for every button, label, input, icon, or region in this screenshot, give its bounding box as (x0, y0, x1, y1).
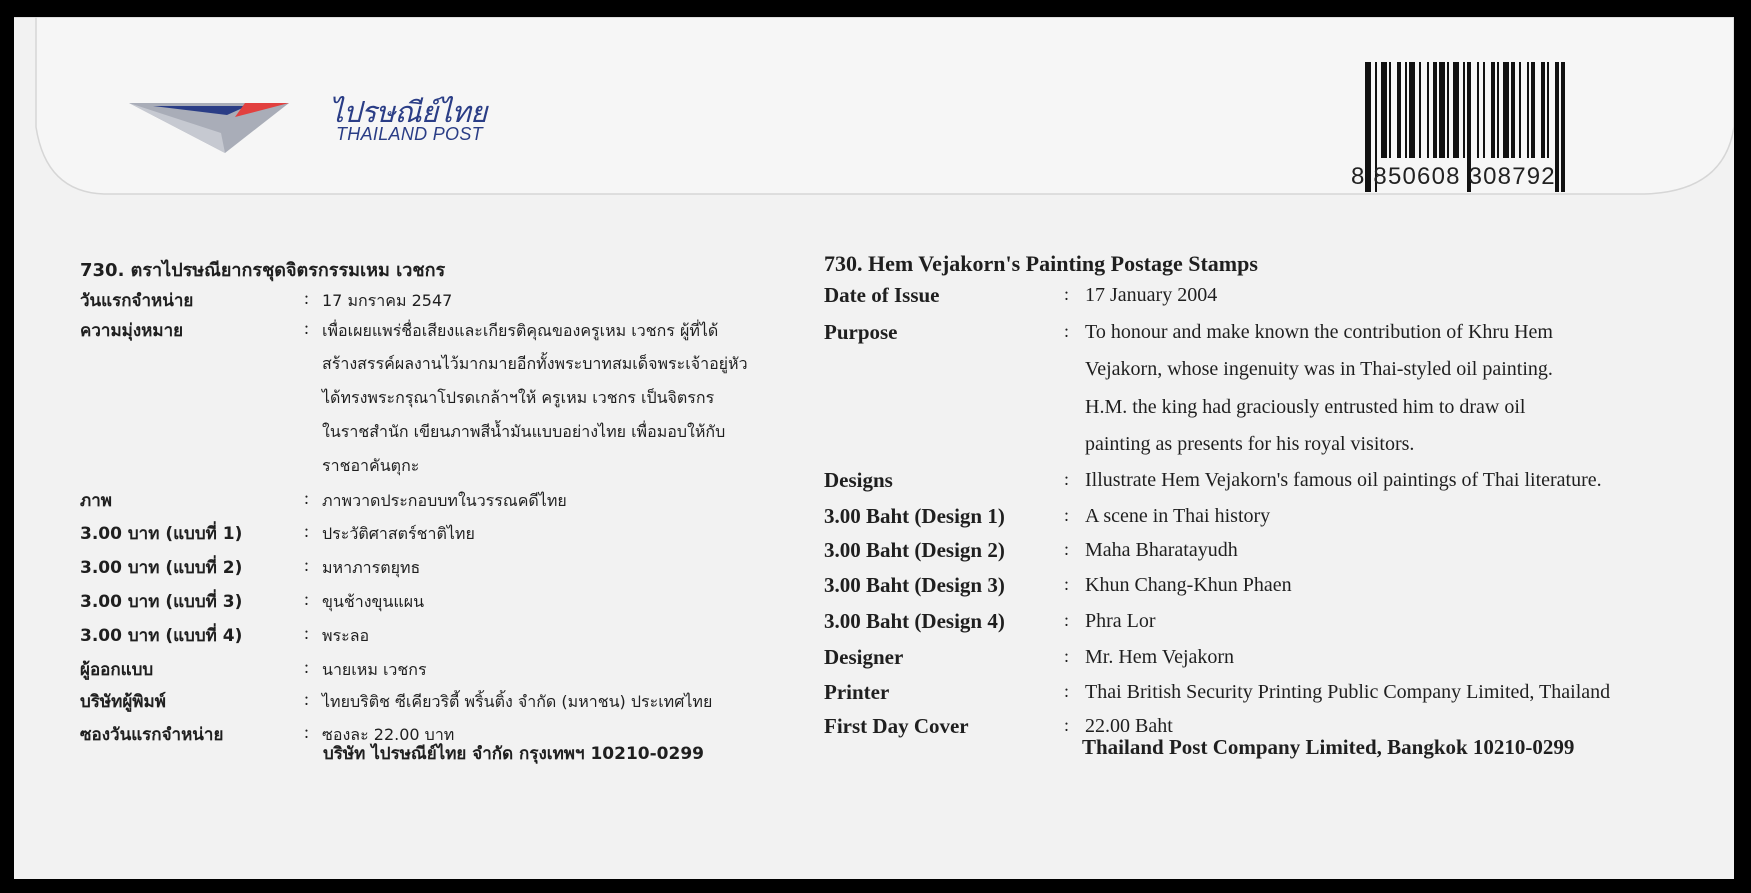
barcode-bar (1447, 62, 1449, 158)
english-row-value: To honour and make known the contribution of Khru Hem (1085, 321, 1553, 343)
logo-english-text: THAILAND POST (336, 124, 483, 144)
barcode-bar (1381, 62, 1387, 158)
english-title: 730. Hem Vejakorn's Painting Postage Stamps (824, 251, 1258, 276)
english-row-label: 3.00 Baht (Design 4) (824, 609, 1005, 633)
colon: : (1064, 321, 1070, 341)
colon: : (304, 488, 310, 508)
barcode-bar (1531, 62, 1535, 158)
colon: : (1064, 715, 1070, 735)
english-row-value: painting as presents for his royal visitors. (1085, 433, 1415, 455)
english-row-value: Maha Bharatayudh (1085, 539, 1238, 561)
english-row-value: Vejakorn, whose ingenuity was in Thai-styled oil painting. (1085, 358, 1553, 380)
colon: : (1064, 646, 1070, 666)
english-row-value: 22.00 Baht (1085, 715, 1173, 737)
thai-row-value: ภาพวาดประกอบบทในวรรณคดีไทย (322, 491, 567, 510)
thai-row-value: นายเหม เวชกร (322, 660, 427, 679)
thai-row-label: 3.00 บาท (แบบที่ 1) (80, 524, 243, 544)
english-row-label: Designs (824, 468, 893, 492)
colon: : (1064, 505, 1070, 525)
barcode-bar (1561, 62, 1565, 192)
english-footer-address: Thailand Post Company Limited, Bangkok 10210-0299 (1082, 735, 1575, 759)
barcode-bar (1511, 62, 1515, 158)
thai-row-value: เพื่อเผยแพร่ชื่อเสียงและเกียรติคุณของครูเหม เวชกร ผู้ที่ได้ (322, 321, 719, 340)
barcode-bar (1439, 62, 1445, 158)
thai-row-label: ผู้ออกแบบ (80, 660, 154, 680)
thai-row-value: ซองละ 22.00 บาท (322, 725, 455, 744)
colon: : (1064, 284, 1070, 304)
thailand-post-wing-icon (129, 99, 299, 159)
english-row-value: Khun Chang-Khun Phaen (1085, 574, 1292, 596)
english-row-value: Thai British Security Printing Public Company Limited, Thailand (1085, 681, 1611, 703)
thailand-post-logo (129, 91, 509, 161)
english-row-value: H.M. the king had graciously entrusted him to draw oil (1085, 396, 1526, 418)
thai-footer-address: บริษัท ไปรษณีย์ไทย จำกัด กรุงเทพฯ 10210-0299 (323, 744, 704, 764)
english-row-value: Mr. Hem Vejakorn (1085, 646, 1235, 668)
english-row-label: 3.00 Baht (Design 1) (824, 504, 1005, 528)
thai-row-label: 3.00 บาท (แบบที่ 3) (80, 592, 243, 612)
english-row-label: Designer (824, 645, 904, 669)
english-row-value: Illustrate Hem Vejakorn's famous oil paintings of Thai literature. (1085, 469, 1602, 491)
barcode-bar (1491, 62, 1495, 158)
barcode-bar (1497, 62, 1499, 158)
barcode-digits: 8 850608 308792 (1351, 163, 1556, 190)
colon: : (304, 722, 310, 742)
english-row-value: Phra Lor (1085, 610, 1156, 632)
colon: : (304, 555, 310, 575)
barcode-bar (1409, 62, 1415, 158)
barcode-bar (1453, 62, 1459, 158)
colon: : (304, 521, 310, 541)
english-row-label: Printer (824, 680, 890, 704)
thai-row-label: 3.00 บาท (แบบที่ 4) (80, 626, 243, 646)
thai-row-label: บริษัทผู้พิมพ์ (80, 692, 166, 712)
colon: : (1064, 469, 1070, 489)
barcode-bar (1419, 62, 1421, 158)
barcode-bar (1433, 62, 1437, 158)
english-row-label: 3.00 Baht (Design 2) (824, 538, 1005, 562)
colon: : (1064, 681, 1070, 701)
thai-row-value: พระลอ (322, 626, 370, 645)
logo-thai-text: ไปรษณีย์ไทย (329, 95, 487, 129)
thai-row-value: ได้ทรงพระกรุณาโปรดเกล้าฯให้ ครูเหม เวชกร เป็นจิตรกร (322, 388, 715, 407)
colon: : (1064, 539, 1070, 559)
barcode-bar (1541, 62, 1545, 158)
barcode-bar (1389, 62, 1391, 158)
colon: : (304, 689, 310, 709)
thai-row-label: ซองวันแรกจำหน่าย (80, 725, 224, 745)
colon: : (304, 318, 310, 338)
thai-row-label: 3.00 บาท (แบบที่ 2) (80, 558, 243, 578)
thai-title: 730. ตราไปรษณียากรชุดจิตรกรรมเหม เวชกร (80, 260, 446, 281)
colon: : (1064, 610, 1070, 630)
thai-row-label: ภาพ (80, 491, 112, 511)
colon: : (304, 288, 310, 308)
barcode-bar (1483, 62, 1485, 158)
english-row-label: Date of Issue (824, 283, 940, 307)
thai-row-value: ไทยบริติช ซีเคียวริตี้ พริ้นติ้ง จำกัด (มหาชน) ประเทศไทย (322, 692, 713, 711)
english-row-label: First Day Cover (824, 714, 969, 738)
barcode-bar (1463, 62, 1465, 158)
barcode-bar (1477, 62, 1479, 158)
barcode-bar (1519, 62, 1521, 158)
thai-row-label: วันแรกจำหน่าย (80, 291, 194, 311)
thai-row-value: 17 มกราคม 2547 (322, 291, 453, 310)
thai-row-value: ราชอาคันตุกะ (322, 456, 420, 475)
barcode-bar (1427, 62, 1429, 158)
english-row-value: A scene in Thai history (1085, 505, 1271, 527)
thai-row-value: ประวัติศาสตร์ชาติไทย (322, 524, 475, 543)
barcode-bar (1503, 62, 1509, 158)
barcode-bar (1547, 62, 1549, 158)
english-row-label: Purpose (824, 320, 898, 344)
english-row-value: 17 January 2004 (1085, 284, 1218, 306)
english-row-label: 3.00 Baht (Design 3) (824, 573, 1005, 597)
barcode-bar (1397, 62, 1401, 158)
colon: : (304, 657, 310, 677)
thai-row-value: มหาภารตยุทธ (322, 558, 421, 577)
thai-row-value: สร้างสรรค์ผลงานไว้มากมายอีกทั้งพระบาทสมเด็จพระเจ้าอยู่หัว (322, 354, 748, 373)
thai-row-label: ความมุ่งหมาย (80, 321, 184, 341)
thai-row-value: ในราชสำนัก เขียนภาพสีน้ำมันแบบอย่างไทย เพื่อมอบให้กับ (322, 422, 726, 441)
thai-row-value: ขุนช้างขุนแผน (322, 592, 425, 611)
envelope-back (14, 17, 1734, 879)
colon: : (304, 589, 310, 609)
barcode-bar (1527, 62, 1529, 158)
colon: : (304, 623, 310, 643)
colon: : (1064, 574, 1070, 594)
barcode-bar (1405, 62, 1407, 158)
